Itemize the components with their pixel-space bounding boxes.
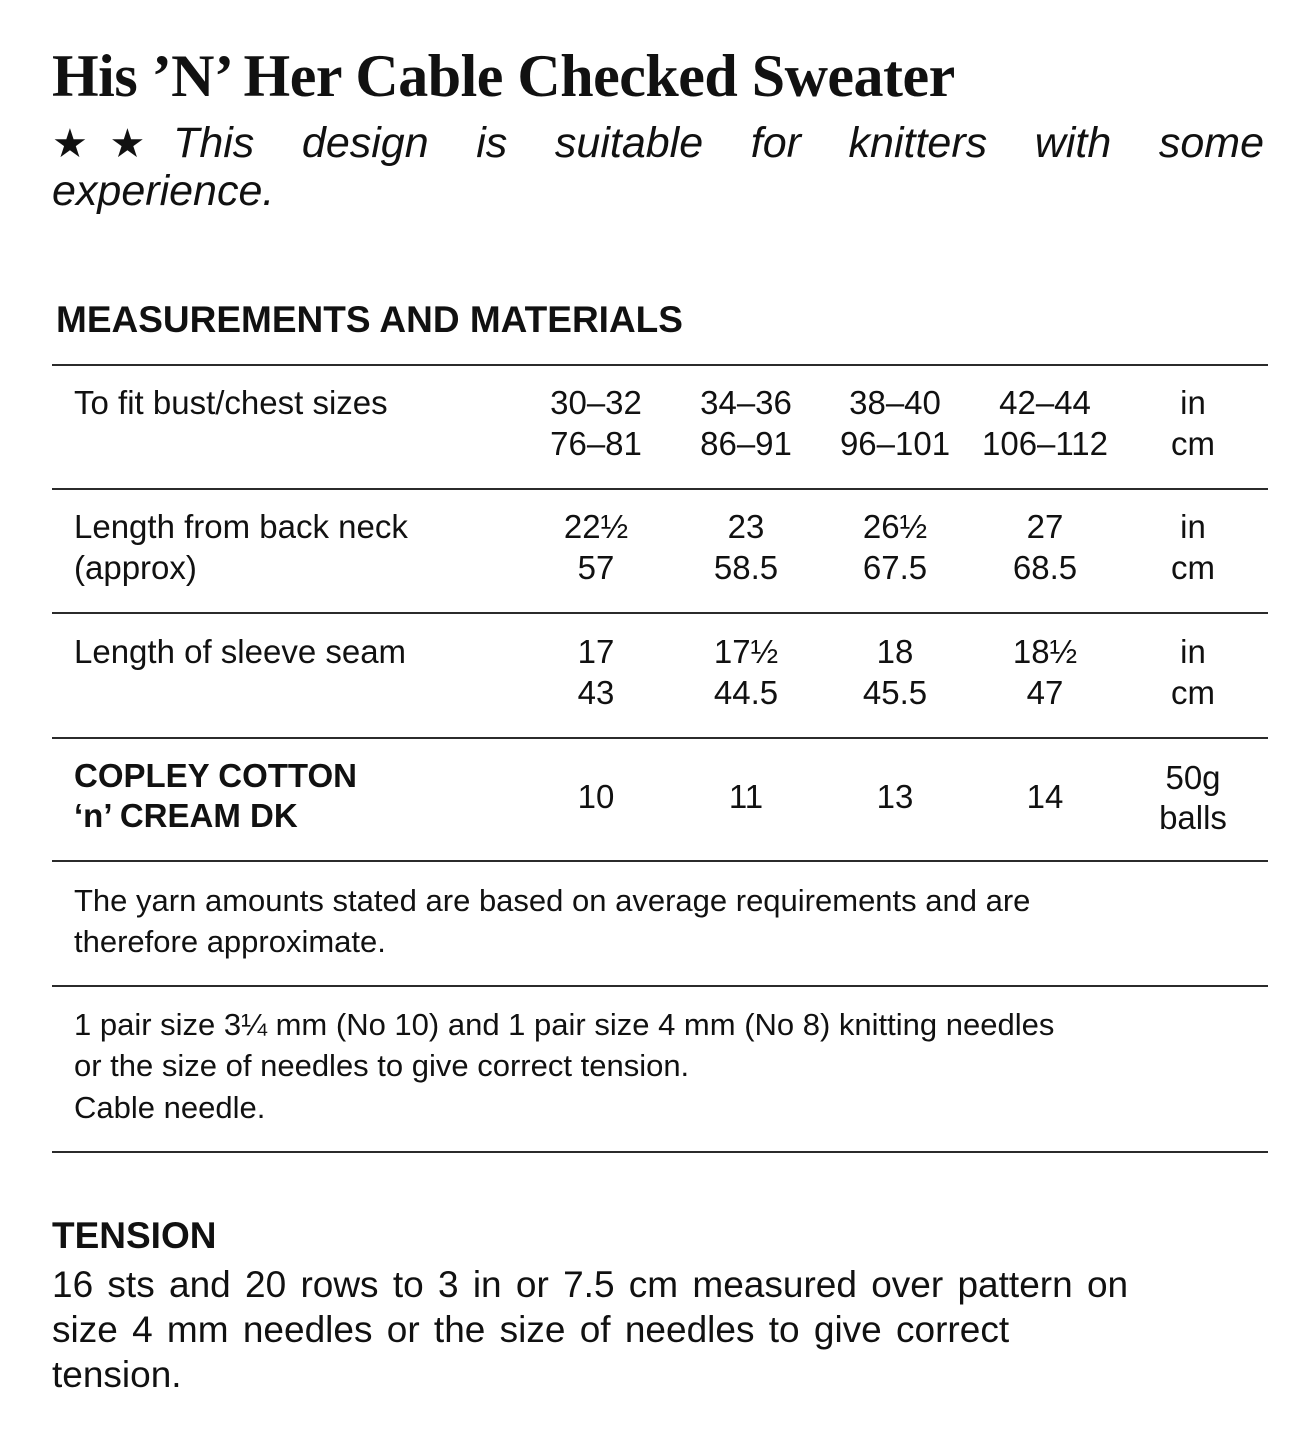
difficulty-note	[52, 120, 1264, 215]
length-cell-1-cm: 57	[577, 549, 615, 586]
tension-heading: TENSION	[52, 1215, 217, 1256]
unit-50g: 50g	[1165, 759, 1221, 796]
row-label-yarn-type: ‘n’ CREAM DK	[74, 797, 298, 834]
unit-cm: cm	[1171, 425, 1215, 462]
length-cell-3-cm: 67.5	[862, 549, 928, 586]
length-cell-3-in: 26½	[862, 508, 928, 545]
unit-in: in	[1180, 633, 1206, 670]
row-label-back-neck: Length from back neck	[74, 508, 408, 545]
yarn-note-line-1: The yarn amounts stated are based on average requirements and are	[74, 883, 1031, 918]
row-label-yarn-name: COPLEY COTTON	[74, 757, 357, 794]
needles-line-2: or the size of needles to give correct tension.	[74, 1048, 690, 1083]
row-label-sleeve-seam: Length of sleeve seam	[74, 633, 407, 670]
size-cell-1-cm: 76–81	[550, 425, 642, 462]
unit-in: in	[1180, 508, 1206, 545]
size-cell-2-cm: 86–91	[700, 425, 792, 462]
needles-line-1: 1 pair size 3¼ mm (No 10) and 1 pair size 4 mm (No 8) knitting needles	[74, 1007, 1055, 1042]
length-cell-4-in: 27	[1026, 508, 1064, 545]
tension-line-3: tension.	[52, 1354, 182, 1395]
size-cell-2-in: 34–36	[700, 384, 792, 421]
table-rule	[52, 1151, 1268, 1153]
unit-cm: cm	[1171, 549, 1215, 586]
table-rule	[52, 612, 1268, 614]
sleeve-cell-3-in: 18	[876, 633, 914, 670]
table-rule	[52, 860, 1268, 862]
difficulty-text: This design is suitable for knitters with some experience.	[52, 119, 1264, 215]
table-rule	[52, 488, 1268, 490]
yarn-cell-4: 14	[1026, 778, 1064, 815]
unit-balls: balls	[1159, 799, 1227, 836]
sleeve-cell-3-cm: 45.5	[862, 674, 928, 711]
yarn-note-line-2: therefore approximate.	[74, 924, 386, 959]
table-rule	[52, 737, 1268, 739]
unit-cm: cm	[1171, 674, 1215, 711]
measurements-heading: MEASUREMENTS AND MATERIALS	[56, 299, 683, 340]
yarn-cell-2: 11	[728, 778, 764, 815]
difficulty-stars-icon: ★★	[52, 122, 168, 166]
sleeve-cell-1-cm: 43	[577, 674, 615, 711]
row-label-approx: (approx)	[74, 549, 197, 586]
size-cell-4-in: 42–44	[999, 384, 1091, 421]
unit-in: in	[1180, 384, 1206, 421]
tension-text	[52, 1262, 1272, 1397]
pattern-title: His ’N’ Her Cable Checked Sweater	[52, 43, 955, 109]
sleeve-cell-2-in: 17½	[713, 633, 779, 670]
sleeve-cell-1-in: 17	[577, 633, 615, 670]
size-cell-3-cm: 96–101	[839, 425, 951, 462]
length-cell-4-cm: 68.5	[1012, 549, 1078, 586]
needles-line-3: Cable needle.	[74, 1090, 266, 1125]
yarn-cell-3: 13	[876, 778, 914, 815]
tension-line-2: size 4 mm needles or the size of needles to give correct	[52, 1309, 1010, 1350]
yarn-cell-1: 10	[577, 778, 615, 815]
sleeve-cell-4-in: 18½	[1012, 633, 1078, 670]
length-cell-2-in: 23	[727, 508, 765, 545]
sleeve-cell-4-cm: 47	[1026, 674, 1064, 711]
length-cell-2-cm: 58.5	[713, 549, 779, 586]
size-cell-1-in: 30–32	[550, 384, 642, 421]
length-cell-1-in: 22½	[563, 508, 629, 545]
table-rule	[52, 364, 1268, 366]
tension-line-1: 16 sts and 20 rows to 3 in or 7.5 cm measured over pattern on	[52, 1264, 1129, 1305]
row-label-bust-chest: To fit bust/chest sizes	[74, 384, 388, 421]
size-cell-4-cm: 106–112	[981, 425, 1109, 462]
sleeve-cell-2-cm: 44.5	[713, 674, 779, 711]
table-rule	[52, 985, 1268, 987]
size-cell-3-in: 38–40	[849, 384, 941, 421]
